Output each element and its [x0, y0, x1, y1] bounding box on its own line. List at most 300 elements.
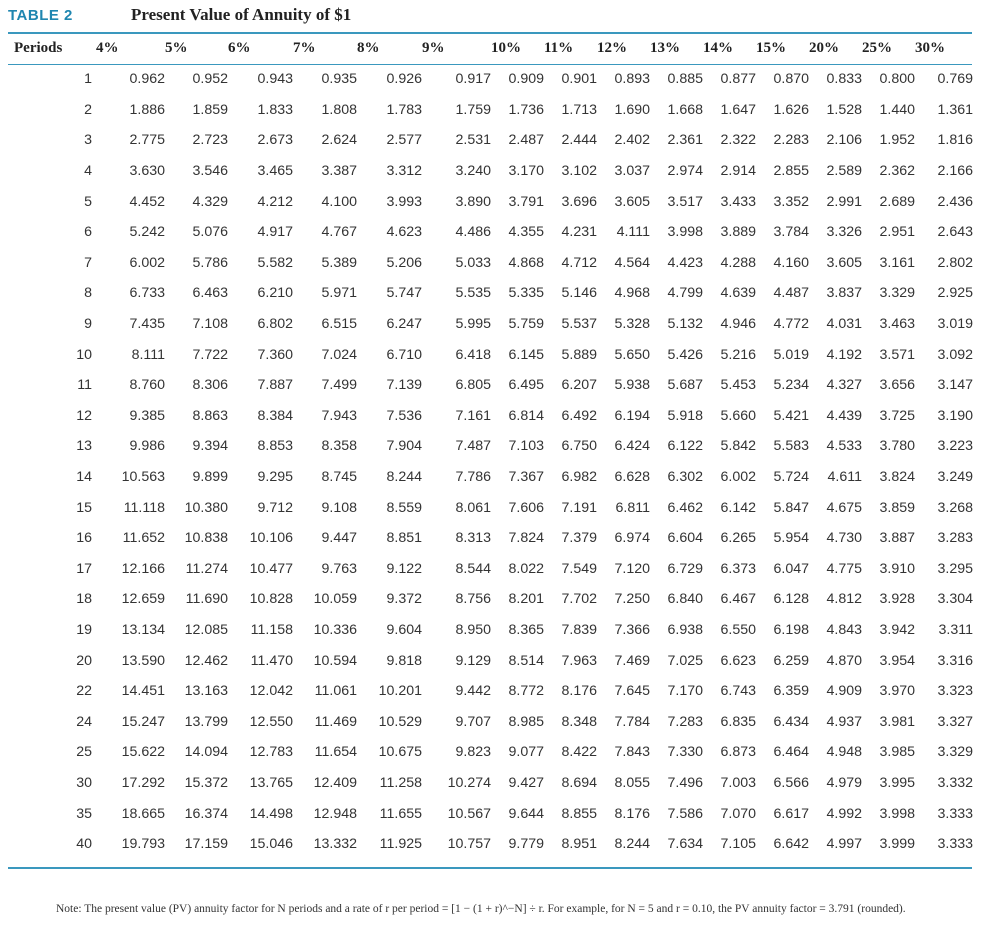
factor-cell: 6.802: [257, 316, 293, 333]
factor-cell: 3.985: [879, 744, 915, 761]
factor-cell: 3.102: [561, 163, 597, 180]
table-note: Note: The present value (PV) annuity factor for N periods and a rate of r per period = [1 − (1 + r)^−N] ÷ r. For example, for N = 5 and r = 0.10, the PV annuity factor = 3.791 (rounded).: [56, 903, 906, 915]
factor-cell: 11.118: [123, 499, 165, 516]
factor-cell: 5.995: [455, 316, 491, 333]
table-row: [8, 370, 973, 401]
table-label: TABLE 2: [8, 6, 73, 24]
period-cell: 19: [76, 621, 92, 638]
factor-cell: 1.859: [192, 101, 228, 118]
factor-cell: 4.031: [826, 316, 862, 333]
factor-cell: 13.163: [184, 683, 228, 700]
factor-cell: 5.421: [773, 407, 809, 424]
factor-cell: 3.147: [937, 377, 973, 394]
table-row: [8, 554, 973, 585]
factor-cell: 4.937: [826, 713, 862, 730]
factor-cell: 7.103: [508, 438, 544, 455]
factor-cell: 3.316: [937, 652, 973, 669]
factor-cell: 10.106: [249, 530, 293, 547]
factor-cell: 5.216: [720, 346, 756, 363]
factor-cell: 0.943: [257, 71, 293, 88]
factor-cell: 3.981: [879, 713, 915, 730]
factor-cell: 5.971: [321, 285, 357, 302]
factor-cell: 9.823: [455, 744, 491, 761]
factor-cell: 5.453: [720, 377, 756, 394]
factor-cell: 6.194: [614, 407, 650, 424]
factor-cell: 17.292: [121, 774, 165, 791]
table-row: [8, 523, 973, 554]
factor-cell: 7.379: [561, 530, 597, 547]
factor-cell: 6.515: [321, 316, 357, 333]
factor-cell: 7.904: [386, 438, 422, 455]
factor-cell: 7.025: [667, 652, 703, 669]
factor-cell: 4.192: [826, 346, 862, 363]
factor-cell: 7.330: [667, 744, 703, 761]
table-row: [8, 186, 973, 217]
factor-cell: 8.985: [508, 713, 544, 730]
factor-cell: 2.106: [826, 132, 862, 149]
factor-cell: 10.274: [447, 774, 491, 791]
factor-cell: 4.533: [826, 438, 862, 455]
table-row: [8, 829, 973, 860]
factor-cell: 6.710: [386, 346, 422, 363]
factor-cell: 3.859: [879, 499, 915, 516]
factor-cell: 12.659: [121, 591, 165, 608]
factor-cell: 2.166: [937, 163, 973, 180]
factor-cell: 7.702: [561, 591, 597, 608]
factor-cell: 2.402: [614, 132, 650, 149]
factor-cell: 3.998: [667, 224, 703, 241]
factor-cell: 11.652: [122, 530, 165, 547]
factor-cell: 5.206: [386, 254, 422, 271]
factor-cell: 9.394: [192, 438, 228, 455]
factor-cell: 4.212: [257, 193, 293, 210]
factor-cell: 10.828: [249, 591, 293, 608]
factor-cell: 7.784: [614, 713, 650, 730]
factor-cell: 3.571: [879, 346, 915, 363]
factor-cell: 6.729: [667, 560, 703, 577]
factor-cell: 3.889: [720, 224, 756, 241]
factor-cell: 6.210: [257, 285, 293, 302]
factor-cell: 3.352: [773, 193, 809, 210]
factor-cell: 6.743: [720, 683, 756, 700]
factor-cell: 8.950: [455, 621, 491, 638]
factor-cell: 6.434: [773, 713, 809, 730]
factor-cell: 5.889: [561, 346, 597, 363]
factor-cell: 2.624: [321, 132, 357, 149]
factor-cell: 12.409: [313, 774, 357, 791]
period-cell: 4: [84, 163, 92, 180]
factor-cell: 8.544: [455, 560, 491, 577]
factor-cell: 3.696: [561, 193, 597, 210]
factor-cell: 6.750: [561, 438, 597, 455]
factor-cell: 8.055: [614, 774, 650, 791]
factor-cell: 0.962: [129, 71, 165, 88]
factor-cell: 0.893: [614, 71, 650, 88]
factor-cell: 12.783: [249, 744, 293, 761]
factor-cell: 2.689: [879, 193, 915, 210]
factor-cell: 2.723: [192, 132, 228, 149]
factor-cell: 10.529: [378, 713, 422, 730]
factor-cell: 7.586: [667, 805, 703, 822]
factor-cell: 3.333: [937, 836, 973, 853]
factor-cell: 8.176: [614, 805, 650, 822]
factor-cell: 3.784: [773, 224, 809, 241]
factor-cell: 0.877: [720, 71, 756, 88]
factor-cell: 10.594: [313, 652, 357, 669]
factor-cell: 8.384: [257, 407, 293, 424]
table-row: [8, 737, 973, 768]
factor-cell: 0.935: [321, 71, 357, 88]
factor-cell: 1.783: [386, 101, 422, 118]
factor-cell: 1.952: [879, 132, 915, 149]
factor-cell: 6.047: [773, 560, 809, 577]
factor-cell: 7.843: [614, 744, 650, 761]
column-header-rate: 12%: [597, 40, 627, 56]
factor-cell: 8.111: [131, 346, 165, 363]
factor-cell: 15.372: [184, 774, 228, 791]
factor-cell: 5.076: [192, 224, 228, 241]
factor-cell: 14.451: [121, 683, 165, 700]
factor-cell: 1.816: [937, 132, 973, 149]
factor-cell: 4.712: [561, 254, 597, 271]
column-header-rate: 7%: [293, 40, 316, 56]
factor-cell: 4.870: [826, 652, 862, 669]
column-header-rate: 5%: [165, 40, 188, 56]
table-row: [8, 462, 973, 493]
period-cell: 22: [76, 683, 92, 700]
factor-cell: 9.447: [321, 530, 357, 547]
factor-cell: 5.954: [773, 530, 809, 547]
factor-cell: 13.590: [121, 652, 165, 669]
factor-cell: 6.604: [667, 530, 703, 547]
factor-cell: 4.160: [773, 254, 809, 271]
factor-cell: 9.295: [257, 469, 293, 486]
table-row: [8, 706, 973, 737]
factor-cell: 6.302: [667, 469, 703, 486]
table-row: [8, 217, 973, 248]
factor-cell: 8.756: [455, 591, 491, 608]
factor-cell: 11.061: [314, 683, 357, 700]
factor-cell: 4.868: [508, 254, 544, 271]
factor-cell: 3.223: [937, 438, 973, 455]
factor-cell: 0.952: [192, 71, 228, 88]
factor-cell: 5.328: [614, 316, 650, 333]
table-header: [8, 33, 973, 64]
factor-cell: 3.942: [879, 621, 915, 638]
factor-cell: 6.259: [773, 652, 809, 669]
factor-cell: 7.003: [720, 774, 756, 791]
table-body: [8, 64, 973, 859]
factor-cell: 4.775: [826, 560, 862, 577]
factor-cell: 4.452: [129, 193, 165, 210]
period-cell: 3: [84, 132, 92, 149]
table-row: [8, 676, 973, 707]
factor-cell: 2.951: [879, 224, 915, 241]
factor-cell: 3.780: [879, 438, 915, 455]
factor-cell: 7.722: [192, 346, 228, 363]
factor-cell: 6.265: [720, 530, 756, 547]
column-header-rate: 11%: [544, 40, 574, 56]
factor-cell: 3.333: [937, 805, 973, 822]
factor-cell: 4.843: [826, 621, 862, 638]
annuity-table: [8, 33, 973, 859]
column-header-rate: 9%: [422, 40, 445, 56]
factor-cell: 11.469: [314, 713, 357, 730]
factor-cell: 12.948: [313, 805, 357, 822]
factor-cell: 9.779: [508, 836, 544, 853]
factor-cell: 9.108: [321, 499, 357, 516]
factor-cell: 4.917: [257, 224, 293, 241]
factor-cell: 3.998: [879, 805, 915, 822]
factor-cell: 8.244: [614, 836, 650, 853]
period-cell: 40: [76, 836, 92, 853]
period-cell: 17: [76, 560, 92, 577]
factor-cell: 3.037: [614, 163, 650, 180]
factor-cell: 18.665: [121, 805, 165, 822]
factor-cell: 1.808: [321, 101, 357, 118]
factor-cell: 5.583: [773, 438, 809, 455]
factor-cell: 5.537: [561, 316, 597, 333]
factor-cell: 9.077: [508, 744, 544, 761]
table-row: [8, 248, 973, 279]
factor-cell: 3.910: [879, 560, 915, 577]
factor-cell: 8.745: [321, 469, 357, 486]
factor-cell: 6.873: [720, 744, 756, 761]
factor-cell: 4.327: [826, 377, 862, 394]
factor-cell: 4.946: [720, 316, 756, 333]
factor-cell: 5.918: [667, 407, 703, 424]
factor-cell: 7.108: [192, 316, 228, 333]
factor-cell: 7.887: [257, 377, 293, 394]
factor-cell: 1.736: [508, 101, 544, 118]
factor-cell: 2.974: [667, 163, 703, 180]
period-cell: 7: [84, 254, 92, 271]
factor-cell: 5.234: [773, 377, 809, 394]
header-row: [8, 33, 973, 64]
factor-cell: 11.158: [250, 621, 293, 638]
factor-cell: 14.094: [184, 744, 228, 761]
factor-cell: 4.564: [614, 254, 650, 271]
factor-cell: 4.948: [826, 744, 862, 761]
factor-cell: 8.022: [508, 560, 544, 577]
factor-cell: 1.759: [455, 101, 491, 118]
factor-cell: 7.070: [720, 805, 756, 822]
factor-cell: 3.656: [879, 377, 915, 394]
table-row: [8, 492, 973, 523]
factor-cell: 9.604: [386, 621, 422, 638]
factor-cell: 6.938: [667, 621, 703, 638]
factor-cell: 9.818: [386, 652, 422, 669]
factor-cell: 5.535: [455, 285, 491, 302]
factor-cell: 8.061: [455, 499, 491, 516]
factor-cell: 6.122: [667, 438, 703, 455]
factor-cell: 8.851: [386, 530, 422, 547]
factor-cell: 10.477: [249, 560, 293, 577]
factor-cell: 5.132: [667, 316, 703, 333]
factor-cell: 5.335: [508, 285, 544, 302]
factor-cell: 6.628: [614, 469, 650, 486]
factor-cell: 3.019: [937, 316, 973, 333]
factor-cell: 0.833: [826, 71, 862, 88]
factor-cell: 3.329: [937, 744, 973, 761]
factor-cell: 9.372: [386, 591, 422, 608]
factor-cell: 6.617: [773, 805, 809, 822]
factor-cell: 11.274: [185, 560, 228, 577]
period-cell: 18: [76, 591, 92, 608]
factor-cell: 11.654: [314, 744, 357, 761]
factor-cell: 5.242: [129, 224, 165, 241]
factor-cell: 8.365: [508, 621, 544, 638]
factor-cell: 6.128: [773, 591, 809, 608]
factor-cell: 4.111: [616, 224, 650, 241]
factor-cell: 13.765: [249, 774, 293, 791]
factor-cell: 4.772: [773, 316, 809, 333]
table-row: [8, 431, 973, 462]
factor-cell: 6.002: [720, 469, 756, 486]
factor-cell: 8.422: [561, 744, 597, 761]
factor-cell: 2.925: [937, 285, 973, 302]
factor-cell: 2.361: [667, 132, 703, 149]
factor-cell: 2.444: [561, 132, 597, 149]
column-header-rate: 15%: [756, 40, 786, 56]
table-row: [8, 64, 973, 95]
factor-cell: 13.799: [184, 713, 228, 730]
factor-cell: 7.549: [561, 560, 597, 577]
period-cell: 8: [84, 285, 92, 302]
factor-cell: 8.313: [455, 530, 491, 547]
factor-cell: 5.747: [386, 285, 422, 302]
factor-cell: 8.760: [129, 377, 165, 394]
factor-cell: 3.323: [937, 683, 973, 700]
factor-cell: 7.824: [508, 530, 544, 547]
factor-cell: 0.917: [455, 71, 491, 88]
factor-cell: 6.550: [720, 621, 756, 638]
factor-cell: 2.775: [129, 132, 165, 149]
factor-cell: 7.024: [321, 346, 357, 363]
factor-cell: 7.645: [614, 683, 650, 700]
factor-cell: 6.623: [720, 652, 756, 669]
factor-cell: 1.528: [826, 101, 862, 118]
factor-cell: 6.207: [561, 377, 597, 394]
factor-cell: 3.791: [508, 193, 544, 210]
factor-cell: 7.499: [321, 377, 357, 394]
factor-cell: 3.999: [879, 836, 915, 853]
factor-cell: 3.249: [937, 469, 973, 486]
factor-cell: 6.492: [561, 407, 597, 424]
factor-cell: 9.707: [455, 713, 491, 730]
factor-cell: 9.986: [129, 438, 165, 455]
factor-cell: 7.161: [455, 407, 491, 424]
factor-cell: 5.019: [773, 346, 809, 363]
factor-cell: 16.374: [184, 805, 228, 822]
factor-cell: 10.567: [447, 805, 491, 822]
factor-cell: 5.842: [720, 438, 756, 455]
period-cell: 1: [84, 71, 92, 88]
factor-cell: 7.366: [614, 621, 650, 638]
factor-cell: 6.247: [386, 316, 422, 333]
factor-cell: 3.170: [508, 163, 544, 180]
table-row: [8, 156, 973, 187]
factor-cell: 2.362: [879, 163, 915, 180]
factor-cell: 15.247: [121, 713, 165, 730]
factor-cell: 3.837: [826, 285, 862, 302]
factor-cell: 2.673: [257, 132, 293, 149]
factor-cell: 1.833: [257, 101, 293, 118]
header-rule: [8, 64, 972, 65]
column-header-rate: 10%: [491, 40, 521, 56]
factor-cell: 6.835: [720, 713, 756, 730]
factor-cell: 4.812: [826, 591, 862, 608]
factor-cell: 1.690: [614, 101, 650, 118]
factor-cell: 9.427: [508, 774, 544, 791]
factor-cell: 7.963: [561, 652, 597, 669]
factor-cell: 6.002: [129, 254, 165, 271]
factor-cell: 9.899: [192, 469, 228, 486]
factor-cell: 3.268: [937, 499, 973, 516]
factor-cell: 7.634: [667, 836, 703, 853]
factor-cell: 6.198: [773, 621, 809, 638]
factor-cell: 17.159: [184, 836, 228, 853]
table-row: [8, 95, 973, 126]
factor-cell: 1.361: [937, 101, 973, 118]
factor-cell: 2.643: [937, 224, 973, 241]
period-cell: 35: [76, 805, 92, 822]
factor-cell: 3.725: [879, 407, 915, 424]
factor-cell: 3.605: [826, 254, 862, 271]
factor-cell: 3.954: [879, 652, 915, 669]
factor-cell: 9.129: [455, 652, 491, 669]
table-row: [8, 125, 973, 156]
factor-cell: 7.360: [257, 346, 293, 363]
factor-cell: 3.387: [321, 163, 357, 180]
table-heading: [8, 0, 352, 30]
factor-cell: 7.839: [561, 621, 597, 638]
column-header-rate: 20%: [809, 40, 839, 56]
factor-cell: 5.660: [720, 407, 756, 424]
factor-cell: 8.772: [508, 683, 544, 700]
period-cell: 15: [76, 499, 92, 516]
factor-cell: 3.327: [937, 713, 973, 730]
factor-cell: 3.240: [455, 163, 491, 180]
factor-cell: 15.046: [249, 836, 293, 853]
period-cell: 24: [76, 713, 92, 730]
factor-cell: 1.668: [667, 101, 703, 118]
period-cell: 10: [76, 346, 92, 363]
factor-cell: 6.840: [667, 591, 703, 608]
table-row: [8, 309, 973, 340]
factor-cell: 8.244: [386, 469, 422, 486]
period-cell: 14: [76, 469, 92, 486]
factor-cell: 8.348: [561, 713, 597, 730]
factor-cell: 4.486: [455, 224, 491, 241]
factor-cell: 6.811: [615, 499, 650, 516]
factor-cell: 6.566: [773, 774, 809, 791]
period-cell: 6: [84, 224, 92, 241]
factor-cell: 0.901: [561, 71, 597, 88]
factor-cell: 6.373: [720, 560, 756, 577]
factor-cell: 19.793: [121, 836, 165, 853]
factor-cell: 3.546: [192, 163, 228, 180]
factor-cell: 6.142: [720, 499, 756, 516]
factor-cell: 4.909: [826, 683, 862, 700]
factor-cell: 12.550: [249, 713, 293, 730]
column-header-rate: 25%: [862, 40, 892, 56]
factor-cell: 1.647: [720, 101, 756, 118]
factor-cell: 7.536: [386, 407, 422, 424]
factor-cell: 8.514: [508, 652, 544, 669]
factor-cell: 10.336: [313, 621, 357, 638]
factor-cell: 4.355: [508, 224, 544, 241]
